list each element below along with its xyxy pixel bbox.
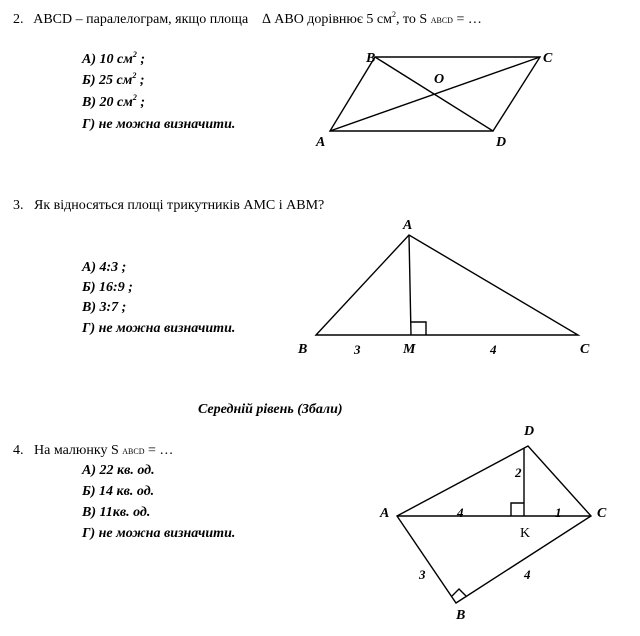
q2-text (13, 12, 482, 28)
triangle-figure (316, 235, 578, 335)
diagonal-bd (375, 57, 493, 131)
q2-text-part-a: ABCD – паралелограм, якщо площа (33, 12, 249, 27)
q4-option-c[interactable]: В) 11кв. од. (82, 505, 151, 520)
q3-label-a: A (403, 218, 413, 233)
q2-label-b: B (366, 51, 376, 66)
quadrilateral-figure (397, 446, 591, 603)
q4-text-part-a: На малюнку S (34, 443, 119, 458)
q4-length-dk: 2 (515, 465, 522, 480)
q2-option-a[interactable]: А) 10 $см^2$ ; (82, 50, 145, 67)
q4-option-d[interactable]: Г) не можна визначити. (82, 526, 236, 541)
q2-text-part-b: ABO дорівнює 5 см (274, 12, 392, 27)
q2-label-o: O (434, 72, 445, 87)
q2-text-part-c: , то S (395, 12, 428, 27)
q3-option-a[interactable]: А) 4:3 ; (82, 260, 127, 275)
q2-option-d[interactable]: Г) не можна визначити. (82, 117, 236, 132)
q3-option-b[interactable]: Б) 16:9 ; (82, 280, 133, 295)
q2-superscript: 2 (391, 10, 396, 19)
q2-label-a: A (316, 135, 326, 150)
q2-subscript: ABCD (430, 16, 453, 25)
q4-text (13, 443, 173, 459)
triangle-abc (316, 235, 578, 335)
q4-option-a[interactable]: А) 22 кв. од. (82, 463, 155, 478)
q3-label-c: C (580, 342, 590, 357)
q3-number: 3. (13, 198, 24, 213)
q3-length-bm: 3 (354, 342, 361, 357)
quadrilateral-abcd (397, 446, 591, 603)
q3-length-mc: 4 (490, 342, 497, 357)
triangle-symbol: ∆ (262, 12, 271, 27)
right-angle-mark-m (411, 322, 426, 335)
q3-label-m: M (403, 342, 416, 357)
q4-text-part-b: = … (148, 443, 174, 458)
q2-label-d: D (496, 135, 507, 150)
q4-length-bc: 4 (524, 567, 531, 582)
q3-text (13, 198, 324, 214)
q3-option-c[interactable]: В) 3:7 ; (82, 300, 127, 315)
q2-number: 2. (13, 12, 24, 27)
q2-label-c: C (543, 51, 553, 66)
right-angle-mark-k (511, 503, 524, 516)
q3-label-b: B (298, 342, 308, 357)
q4-number: 4. (13, 443, 24, 458)
q3-question: Як відносяться площі трикутників AMC і ABM? (34, 198, 325, 213)
q4-label-b: B (456, 608, 466, 623)
q2-option-c[interactable]: В) 20 $см^2$ ; (82, 93, 145, 110)
q4-option-b[interactable]: Б) 14 кв. од. (82, 484, 155, 499)
q4-length-ak: 4 (457, 505, 464, 520)
q4-label-c: C (597, 506, 607, 521)
right-angle-mark-b (452, 589, 466, 596)
q4-label-d: D (524, 424, 535, 439)
q2-option-b[interactable]: Б) 25 $см^2$ ; (82, 71, 145, 88)
section-title: Середній рівень (3бали) (198, 402, 343, 417)
height-am (409, 235, 411, 335)
q4-label-a: A (380, 506, 390, 521)
q3-option-d[interactable]: Г) не можна визначити. (82, 321, 236, 336)
q4-label-k: K (520, 526, 531, 541)
q4-length-ab: 3 (419, 567, 426, 582)
q4-length-kc: 1 (555, 505, 562, 520)
parallelogram-figure (330, 57, 540, 131)
q2-text-part-d: = … (456, 12, 482, 27)
q4-subscript: ABCD (122, 447, 145, 456)
